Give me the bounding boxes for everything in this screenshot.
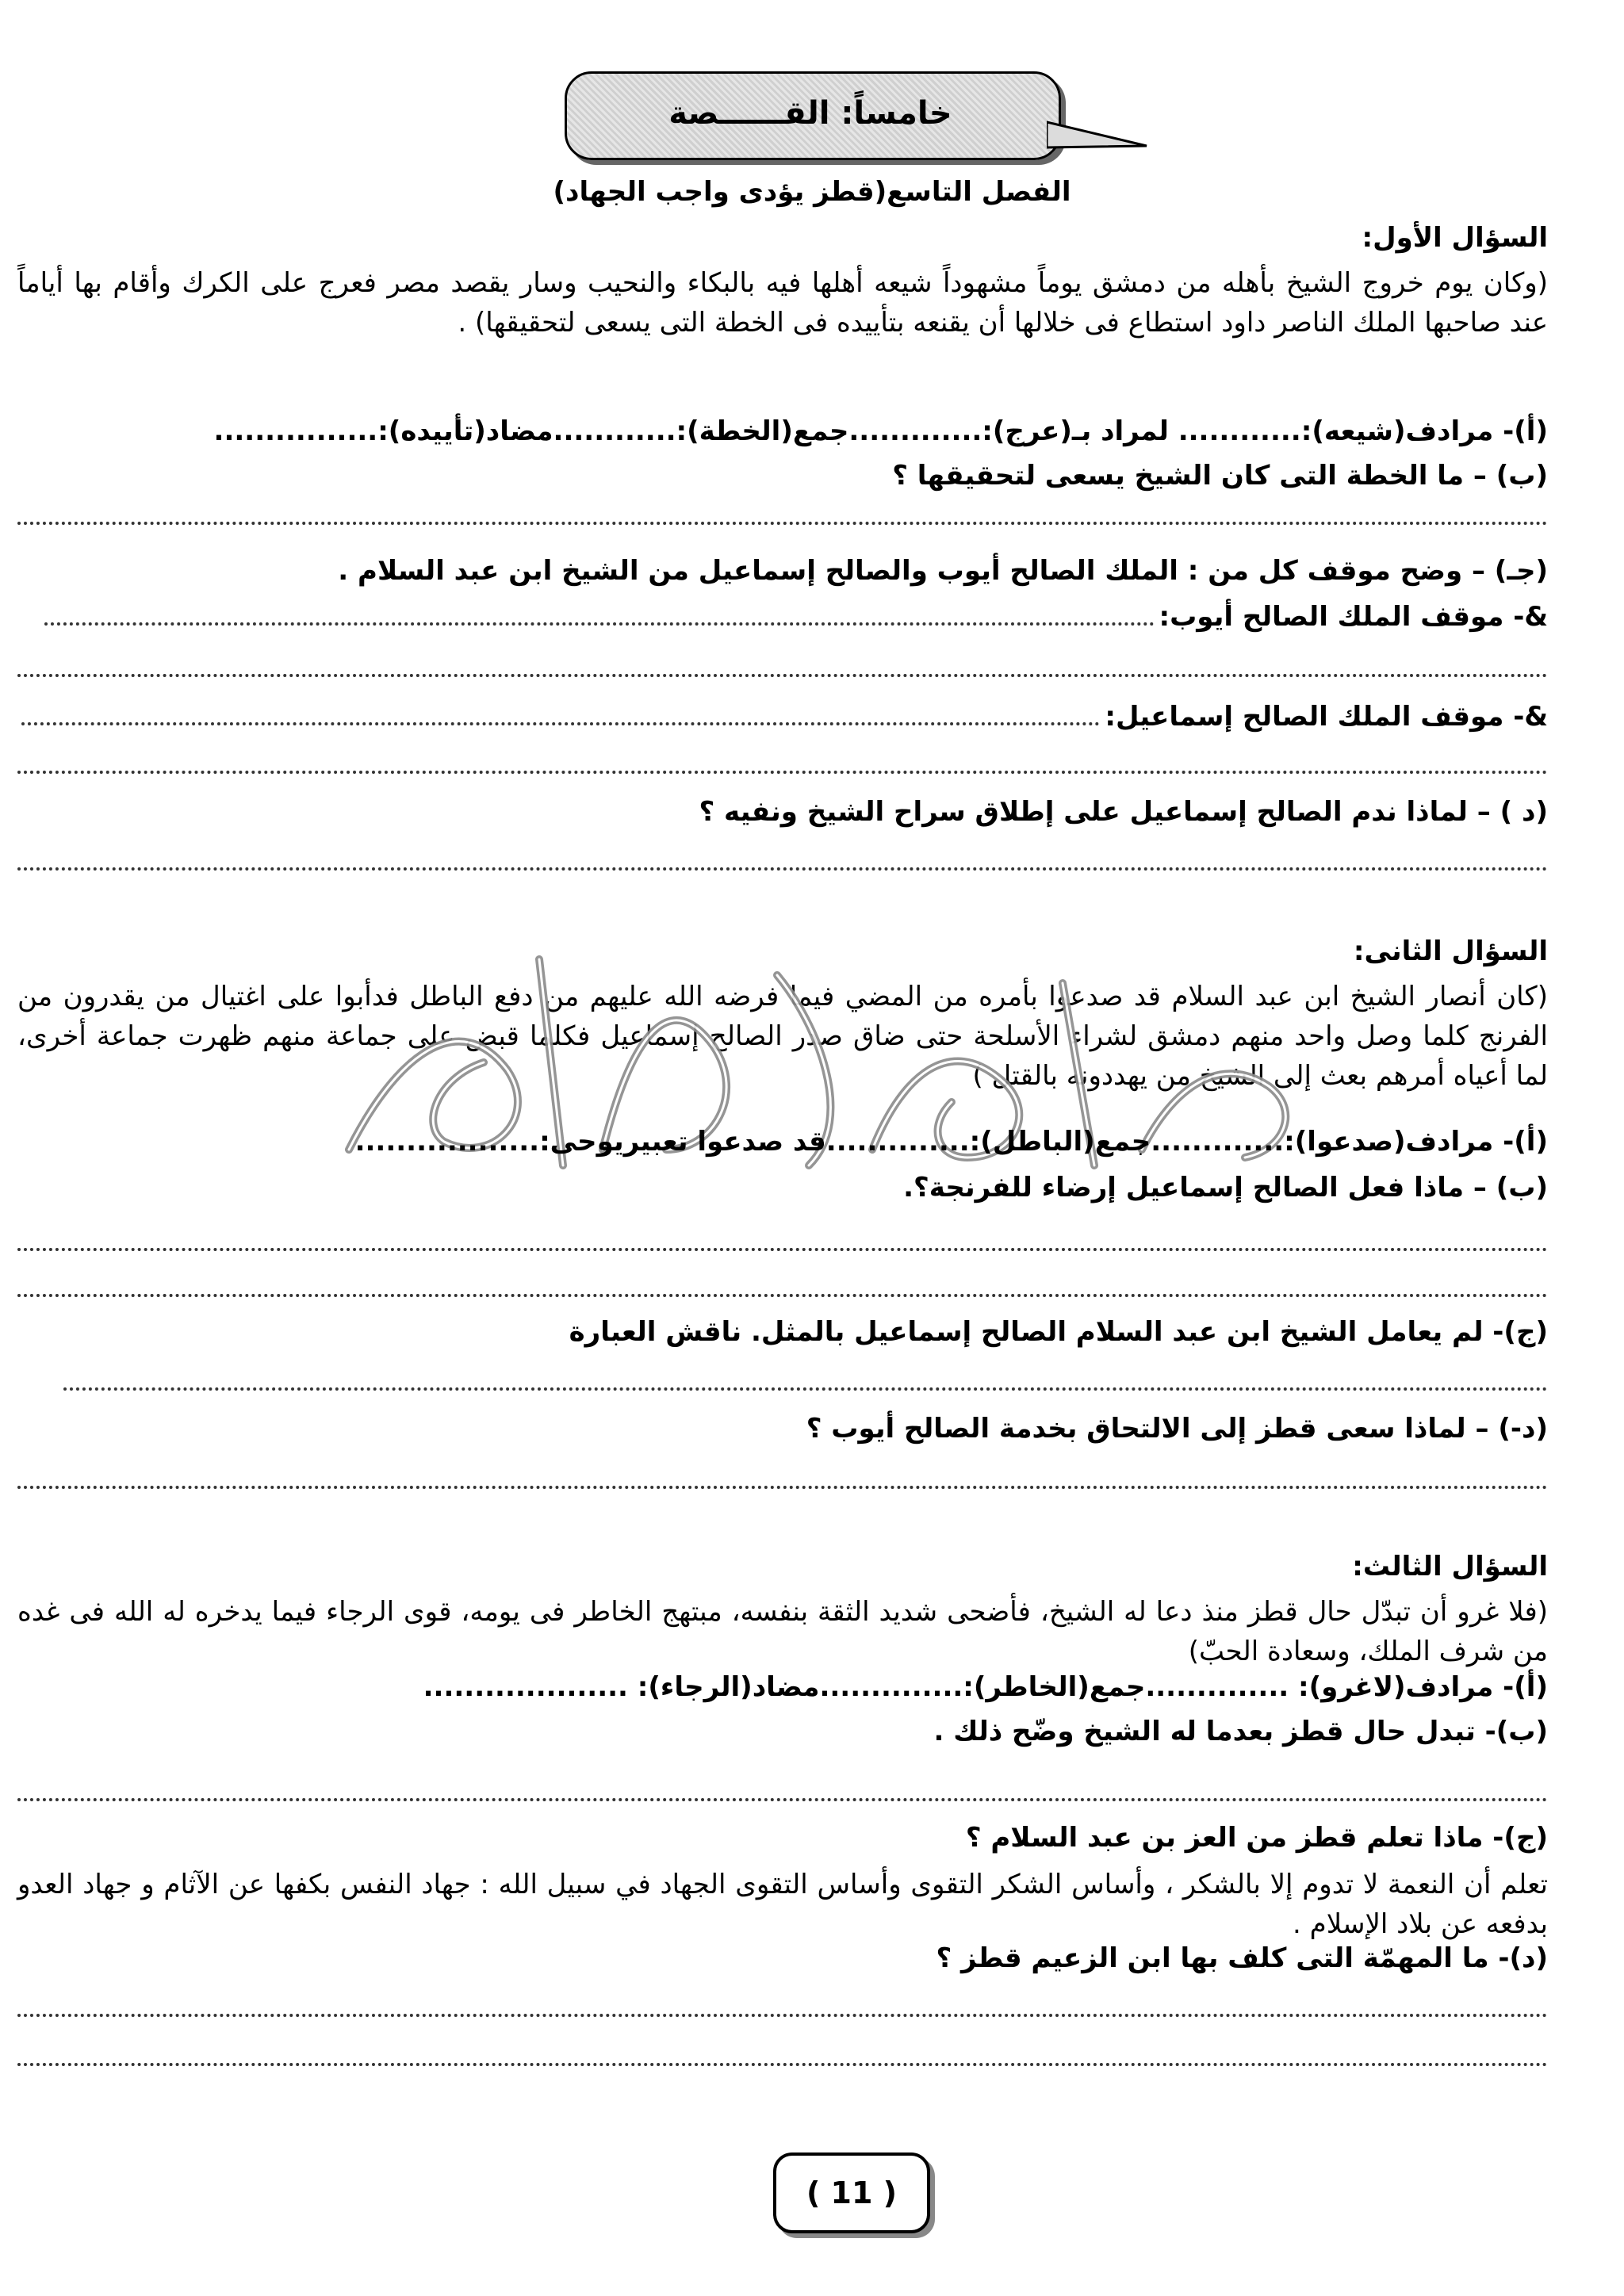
answer-line bbox=[17, 763, 1548, 774]
q1-passage: (وكان يوم خروج الشيخ بأهله من دمشق يوماً مشهوداً شيعه أهلها فيه بالبكاء والنحيب وسار يقصد مصر فعرج على الكرك وأقام بها أياماً عند صاحبها الملك الناصر داود استطاع فى خلالها أن يقنعه بتأييده فى الخطة التى يسعى لتحقيقها) . bbox=[17, 267, 1548, 339]
q2-part-b: (ب) – ماذا فعل الصالح إسماعيل إرضاء للفرنجة؟. bbox=[903, 1172, 1548, 1203]
answer-line bbox=[17, 1286, 1548, 1297]
answer-line bbox=[17, 859, 1548, 871]
q3-part-c: (ج)- ماذا تعلم قطز من العز بن عبد السلام ؟ bbox=[965, 1822, 1548, 1854]
chapter-title: الفصل التاسع(قطز يؤدى واجب الجهاد) bbox=[553, 176, 1071, 208]
q1-heading: السؤال الأول: bbox=[1362, 222, 1548, 254]
answer-line bbox=[44, 616, 1155, 626]
q3-c-answer: تعلم أن النعمة لا تدوم إلا بالشكر ، وأساس الشكر التقوى وأساس التقوى الجهاد في سبيل الله : جهاد النفس بكفها عن الآثام و جهاد العدو بدفعه عن بلاد الإسلام . bbox=[17, 1869, 1548, 1940]
answer-line bbox=[17, 1240, 1548, 1251]
q1-part-b: (ب) – ما الخطة التى كان الشيخ يسعى لتحقيقها ؟ bbox=[892, 460, 1548, 492]
q1-c-ayyub-line bbox=[44, 601, 1548, 633]
q2-passage: (كان أنصار الشيخ ابن عبد السلام قد صدعوا بأمره من المضي فيما فرضه الله عليهم من دفع الباطل فدأبوا على اغتيال من يقدرون من الفرنج كلما وصل واحد منهم دمشق لشراء الأسلحة حتى ضاق صدر الصالح إسماعيل فكلما قبض على جماعة منهم ظهرت جماعة أخرى، لما أعياه أمرهم بعث إلى الشيخ من يهددونه بالقتل ) bbox=[17, 981, 1548, 1092]
q3-part-d: (د)- ما المهمّة التى كلف بها ابن الزعيم قطز ؟ bbox=[936, 1942, 1548, 1974]
section-title: خامساً: القــــــصة bbox=[668, 95, 952, 132]
q1-part-d: (د ) – لماذا ندم الصالح إسماعيل على إطلاق سراح الشيخ ونفيه ؟ bbox=[699, 796, 1548, 828]
answer-line bbox=[17, 1790, 1548, 1801]
q3-part-b: (ب)- تبدل حال قطز بعدما له الشيخ وضّح ذلك . bbox=[933, 1716, 1548, 1747]
q1-c-ismail-label: &- موقف الملك الصالح إسماعيل: bbox=[1105, 701, 1548, 733]
q3-part-a: (أ)- مرادف(لاغرو): ..............جمع(الخاطر):..............مضاد(الرجاء): .................... bbox=[423, 1671, 1548, 1703]
answer-line bbox=[17, 666, 1548, 677]
q2-part-a: (أ)- مرادف(صدعوا):.............جمع(الباطل):..............قد صدعوا تعبيريوحى:.................. bbox=[354, 1126, 1548, 1158]
q1-part-c: (جـ) – وضح موقف كل من : الملك الصالح أيوب والصالح إسماعيل من الشيخ ابن عبد السلام . bbox=[338, 555, 1548, 587]
answer-line bbox=[21, 716, 1100, 725]
answer-line bbox=[17, 2055, 1548, 2066]
answer-line bbox=[17, 1478, 1548, 1489]
answer-line bbox=[17, 514, 1548, 525]
q2-part-d: (د-) – لماذا سعى قطز إلى الالتحاق بخدمة الصالح أيوب ؟ bbox=[806, 1413, 1548, 1445]
q1-c-ayyub-label: &- موقف الملك الصالح أيوب: bbox=[1159, 601, 1548, 633]
q1-c-ismail-line bbox=[21, 701, 1548, 733]
q3-heading: السؤال الثالث: bbox=[1352, 1551, 1548, 1582]
answer-line bbox=[17, 2006, 1548, 2017]
q2-heading: السؤال الثانى: bbox=[1353, 936, 1548, 967]
q2-part-c: (ج)- لم يعامل الشيخ ابن عبد السلام الصالح إسماعيل بالمثل. ناقش العبارة bbox=[569, 1316, 1548, 1348]
q3-passage: (فلا غرو أن تبدّل حال قطز منذ دعا له الشيخ، فأضحى شديد الثقة بنفسه، مبتهج الخاطر فى يومه، قوى الرجاء فيما يدخره له الله فى غده من شرف الملك، وسعادة الحبّ) bbox=[17, 1596, 1548, 1667]
bubble-tail bbox=[1047, 119, 1150, 151]
q1-part-a: (أ)- مرادف(شيعه):............ لمراد بـ(عرج):.............جمع(الخطة):............مضاد(تأييده):................ bbox=[213, 415, 1548, 447]
page-number: ( 11 ) bbox=[773, 2152, 930, 2233]
answer-line bbox=[63, 1380, 1548, 1391]
watermark bbox=[301, 912, 1332, 1213]
